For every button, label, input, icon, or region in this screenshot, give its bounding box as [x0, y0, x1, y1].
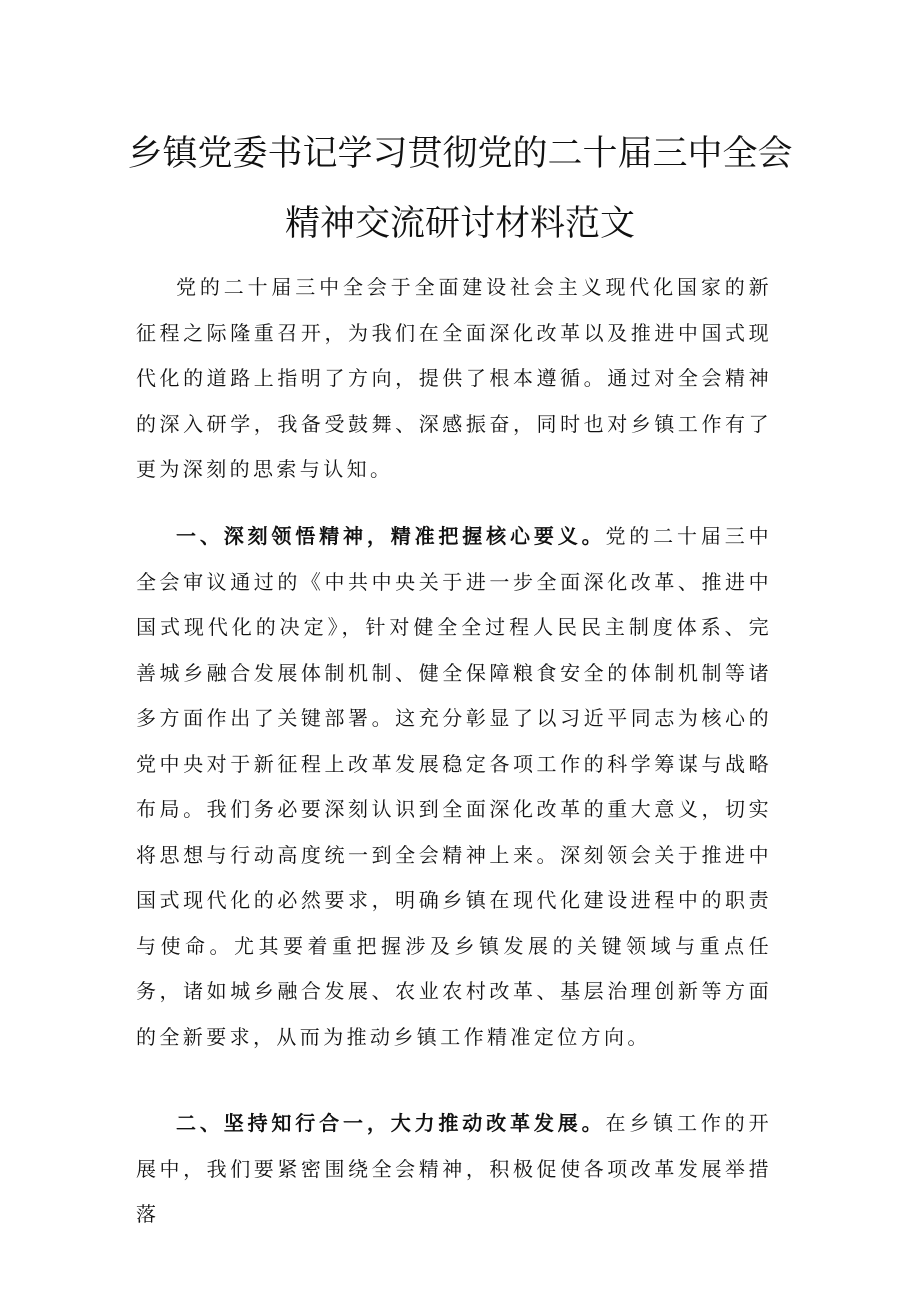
section-one-heading: 一、深刻领悟精神，精准把握核心要义。 — [176, 524, 606, 548]
section-one-paragraph — [136, 514, 772, 1060]
document-title-line-2: 精神交流研讨材料范文 — [284, 204, 635, 244]
paragraph-text: 党的二十届三中全会于全面建设社会主义现代化国家的新征程之际隆重召开，为我们在全面深化改革以及推进中国式现代化的道路上指明了方向，提供了根本遵循。通过对全会精神的深入研学，我备受鼓舞、深感振奋，同时也对乡镇工作有了更为深刻的思索与认知。 — [136, 275, 772, 481]
section-two-paragraph — [136, 1101, 772, 1238]
paragraph-text: 在乡镇工作的开展中，我们要紧密围绕全会精神，积极促使各项改革发展举措落 — [136, 1111, 772, 1226]
section-two-heading: 二、坚持知行合一，大力推动改革发展。 — [176, 1111, 606, 1135]
intro-paragraph — [136, 265, 772, 493]
document-title-line-1: 乡镇党委书记学习贯彻党的二十届三中全会 — [127, 134, 793, 174]
paragraph-text: 党的二十届三中全会审议通过的《中共中央关于进一步全面深化改革、推进中国式现代化的决定》，针对健全全过程人民民主制度体系、完善城乡融合发展体制机制、健全保障粮食安全的体制机制等诸多方面作出了关键部署。这充分彰显了以习近平同志为核心的党中央对于新征程上改革发展稳定各项工作的科学筹谋与战略布局。我们务必要深刻认识到全面深化改革的重大意义，切实将思想与行动高度统一到全会精神上来。深刻领会关于推进中国式现代化的必然要求，明确乡镇在现代化建设进程中的职责与使命。尤其要着重把握涉及乡镇发展的关键领域与重点任务，诸如城乡融合发展、农业农村改革、基层治理创新等方面的全新要求，从而为推动乡镇工作精准定位方向。 — [136, 524, 772, 1049]
